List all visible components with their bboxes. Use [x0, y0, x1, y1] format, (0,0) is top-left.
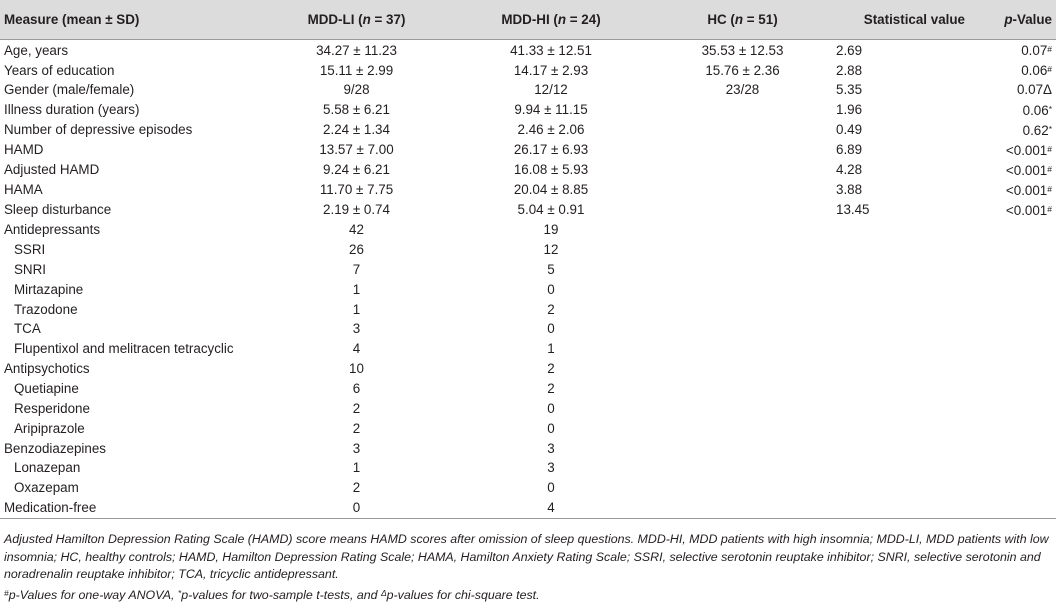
cell-statistical-value	[836, 359, 965, 379]
table-row	[0, 359, 1056, 379]
cell-mdd-hi: 2	[547, 381, 555, 397]
header-statistical-value: Statistical value	[836, 0, 965, 40]
table-row	[0, 140, 1056, 160]
cell-measure: Resperidone	[14, 400, 90, 416]
table-row	[0, 180, 1056, 200]
cell-mdd-li: 0	[260, 498, 453, 518]
cell-mdd-li: 10	[349, 361, 364, 377]
cell-mdd-li: 1	[352, 301, 361, 317]
cell-mdd-li: 1	[352, 281, 361, 297]
cell-p-value	[965, 438, 1056, 458]
cell-measure: Gender (male/female)	[4, 82, 135, 98]
table-row	[0, 200, 1056, 220]
cell-mdd-hi: 26.17 ± 6.93	[513, 142, 589, 158]
cell-mdd-li: 42	[349, 222, 364, 238]
cell-mdd-hi: 12/12	[534, 82, 568, 98]
cell-hc	[649, 140, 836, 160]
cell-mdd-hi: 2	[547, 301, 555, 317]
cell-mdd-hi: 4	[453, 498, 649, 518]
cell-statistical-value	[836, 498, 965, 518]
footnote-marker: #	[1047, 163, 1052, 174]
cell-statistical-value	[836, 438, 965, 458]
cell-mdd-hi: 2	[547, 361, 555, 377]
cell-measure: TCA	[14, 321, 41, 337]
footnote-marker: #	[1047, 143, 1052, 154]
cell-hc	[649, 398, 836, 418]
cell-mdd-hi: 2.46 ± 2.06	[517, 122, 585, 138]
cell-p-value	[965, 498, 1056, 518]
cell-measure: Sleep disturbance	[4, 202, 112, 218]
cell-statistical-value	[836, 240, 965, 260]
cell-hc	[649, 220, 836, 240]
cell-mdd-li: 9.24 ± 6.21	[323, 162, 390, 178]
footnote-marker: #	[1047, 64, 1052, 74]
cell-statistical-value: 5.35	[836, 82, 863, 98]
cell-mdd-hi: 0	[547, 281, 555, 297]
footnote-marker: #	[1047, 44, 1052, 54]
cell-mdd-hi: 12	[543, 242, 559, 258]
cell-hc	[649, 240, 836, 260]
cell-mdd-li: 11.70 ± 7.75	[319, 182, 394, 198]
cell-hc	[649, 200, 836, 220]
table-row	[0, 398, 1056, 418]
table-row	[0, 279, 1056, 299]
cell-mdd-li: 9/28	[343, 82, 370, 98]
cell-measure: HAMD	[4, 142, 44, 158]
cell-measure: Flupentixol and melitracen tetracyclic	[14, 341, 234, 357]
cell-mdd-hi: 0	[547, 321, 555, 337]
cell-measure: Mirtazapine	[14, 281, 84, 297]
cell-measure: Number of depressive episodes	[4, 122, 193, 138]
table-row	[0, 319, 1056, 339]
cell-statistical-value	[836, 398, 965, 418]
cell-mdd-hi: 3	[547, 460, 555, 476]
table-row	[0, 458, 1056, 478]
cell-hc	[649, 260, 836, 280]
table-row	[0, 299, 1056, 319]
cell-hc	[649, 359, 836, 379]
cell-mdd-hi: 16.08 ± 5.93	[513, 162, 589, 178]
table-row	[0, 60, 1056, 80]
cell-mdd-li: 6	[352, 381, 361, 397]
table-row	[0, 498, 1056, 518]
cell-p-value	[965, 220, 1056, 240]
cell-statistical-value	[836, 418, 965, 438]
cell-statistical-value: 4.28	[836, 162, 863, 178]
cell-hc	[649, 438, 836, 458]
footnote-marker: *	[1048, 123, 1052, 134]
cell-mdd-hi: 14.17 ± 2.93	[513, 62, 589, 78]
cell-mdd-hi: 19	[543, 222, 559, 238]
cell-hc	[649, 120, 836, 140]
cell-p-value: <0.001#	[1005, 142, 1052, 158]
cell-p-value: 0.07#	[1021, 43, 1052, 58]
cell-measure: Benzodiazepines	[4, 440, 106, 456]
cell-statistical-value	[836, 379, 965, 399]
cell-mdd-hi: 5.04 ± 0.91	[517, 202, 585, 218]
table-row	[0, 40, 1056, 61]
cell-measure: HAMA	[4, 182, 43, 198]
table-row	[0, 438, 1056, 458]
cell-p-value	[965, 379, 1056, 399]
header-mdd-li: MDD-LI (n = 37)	[260, 0, 453, 40]
cell-measure: Years of education	[4, 62, 115, 78]
cell-p-value	[965, 339, 1056, 359]
cell-hc: 15.76 ± 2.36	[705, 62, 780, 78]
cell-mdd-hi: 0	[547, 480, 555, 496]
cell-mdd-hi: 20.04 ± 8.85	[513, 182, 589, 198]
cell-p-value	[965, 240, 1056, 260]
cell-measure: Medication-free	[0, 498, 260, 518]
cell-mdd-li: 2	[352, 480, 361, 496]
cell-hc: 35.53 ± 12.53	[701, 42, 784, 58]
cell-statistical-value	[836, 260, 965, 280]
cell-statistical-value: 13.45	[836, 202, 870, 218]
table-row	[0, 339, 1056, 359]
cell-mdd-hi: 5	[547, 261, 555, 277]
cell-measure: Oxazepam	[14, 480, 79, 496]
cell-p-value	[965, 478, 1056, 498]
cell-hc	[649, 458, 836, 478]
table-row	[0, 80, 1056, 100]
cell-mdd-hi: 0	[547, 420, 555, 436]
cell-measure: Aripiprazole	[14, 420, 85, 436]
cell-mdd-li: 4	[352, 341, 361, 357]
cell-p-value	[965, 319, 1056, 339]
cell-statistical-value	[836, 339, 965, 359]
cell-mdd-li: 3	[352, 321, 361, 337]
footnote-tests: #p-Values for one-way ANOVA, *p-values for two-sample t-tests, and $^\Delta$p-values for chi-square test.	[4, 587, 540, 602]
cell-mdd-hi: 41.33 ± 12.51	[510, 42, 592, 58]
cell-mdd-li: 2.24 ± 1.34	[323, 122, 390, 138]
table-row	[0, 478, 1056, 498]
table-row	[0, 260, 1056, 280]
header-hc: HC (n = 51)	[649, 0, 836, 40]
cell-statistical-value: 6.89	[836, 142, 863, 158]
table-header	[0, 0, 1056, 40]
header-measure: Measure (mean ± SD)	[0, 0, 260, 40]
cell-mdd-hi: 1	[547, 341, 555, 357]
cell-measure: Adjusted HAMD	[4, 162, 100, 178]
cell-mdd-hi: 9.94 ± 11.15	[514, 102, 588, 118]
cell-hc	[649, 478, 836, 498]
cell-p-value: <0.001#	[1005, 182, 1052, 198]
table-row	[0, 160, 1056, 180]
cell-p-value	[965, 299, 1056, 319]
cell-mdd-li: 1	[352, 460, 361, 476]
cell-measure: SSRI	[14, 242, 46, 258]
cell-hc: 23/28	[725, 82, 760, 98]
cell-p-value	[965, 359, 1056, 379]
footnote-marker: #	[1047, 203, 1052, 214]
cell-statistical-value	[836, 478, 965, 498]
cell-mdd-li: 13.57 ± 7.00	[319, 142, 394, 158]
cell-hc	[649, 180, 836, 200]
cell-statistical-value	[836, 458, 965, 478]
cell-statistical-value: 2.88	[836, 62, 863, 78]
table-row	[0, 220, 1056, 240]
cell-mdd-hi: 0	[547, 400, 555, 416]
cell-p-value: 0.06#	[1021, 63, 1052, 78]
cell-p-value: 0.07Δ	[1016, 82, 1052, 98]
abbreviations-note: Adjusted Hamilton Depression Rating Scale (HAMD) score means HAMD scores after omission of sleep questions. MDD-HI, MDD patients with high insomnia; MDD-LI, MDD patients with low insomnia; HC, healthy controls; HAMD, Hamilton Depression Rating Scale; HAMA, Hamilton Anxiety Rating Scale; SSRI, selective serotonin reuptake inhibitor; SNRI, selective serotonin and noradrenalin reuptake inhibitor; TCA, tricyclic antidepressant.	[4, 532, 1049, 581]
cell-hc	[649, 160, 836, 180]
cell-measure: Lonazepan	[14, 460, 81, 476]
cell-hc	[649, 319, 836, 339]
cell-hc	[649, 299, 836, 319]
cell-mdd-li: 3	[352, 440, 361, 456]
cell-hc	[649, 100, 836, 120]
cell-mdd-hi: 3	[547, 440, 555, 456]
cell-mdd-li: 15.11 ± 2.99	[319, 62, 394, 78]
table-row	[0, 379, 1056, 399]
cell-measure: Age, years	[4, 42, 69, 58]
cell-hc	[649, 279, 836, 299]
cell-p-value	[965, 260, 1056, 280]
cell-statistical-value: 3.88	[836, 182, 863, 198]
cell-statistical-value: 1.96	[836, 102, 863, 118]
cell-measure: SNRI	[14, 261, 46, 277]
cell-p-value	[965, 418, 1056, 438]
table-row	[0, 100, 1056, 120]
cell-statistical-value	[836, 299, 965, 319]
cell-statistical-value: 2.69	[836, 42, 863, 58]
cell-hc	[649, 498, 836, 518]
cell-p-value	[965, 398, 1056, 418]
footnote-marker: *	[1048, 103, 1052, 114]
table-notes	[4, 531, 1049, 604]
cell-measure: Antipsychotics	[4, 361, 90, 377]
table-row	[0, 418, 1056, 438]
cell-hc	[649, 379, 836, 399]
table-body	[0, 40, 1056, 519]
table-row	[0, 120, 1056, 140]
cell-mdd-li: 7	[352, 261, 361, 277]
cell-p-value: 0.62*	[1022, 122, 1052, 138]
cell-measure: Quetiapine	[14, 381, 79, 397]
header-p-value: p-Value	[965, 0, 1056, 40]
cell-statistical-value	[836, 279, 965, 299]
cell-measure: Trazodone	[14, 301, 78, 317]
cell-measure: Antidepressants	[4, 222, 101, 238]
cell-p-value	[965, 458, 1056, 478]
cell-p-value	[965, 279, 1056, 299]
cell-mdd-li: 2	[352, 420, 361, 436]
cell-p-value: <0.001#	[1005, 202, 1052, 218]
cell-mdd-li: 2	[352, 400, 361, 416]
cell-statistical-value	[836, 319, 965, 339]
cell-hc	[649, 339, 836, 359]
header-mdd-hi: MDD-HI (n = 24)	[453, 0, 649, 40]
cell-mdd-li: 26	[349, 242, 364, 258]
cell-mdd-li: 34.27 ± 11.23	[316, 42, 397, 58]
cell-measure: Illness duration (years)	[4, 102, 140, 118]
footnote-marker: #	[1047, 183, 1052, 194]
cell-hc	[649, 418, 836, 438]
cell-mdd-li: 2.19 ± 0.74	[323, 202, 390, 218]
cell-mdd-li: 5.58 ± 6.21	[323, 102, 390, 118]
cell-statistical-value	[836, 220, 965, 240]
cell-p-value: <0.001#	[1005, 162, 1052, 178]
cell-p-value: 0.06*	[1022, 102, 1052, 118]
cell-statistical-value: 0.49	[836, 122, 863, 138]
table-row	[0, 240, 1056, 260]
